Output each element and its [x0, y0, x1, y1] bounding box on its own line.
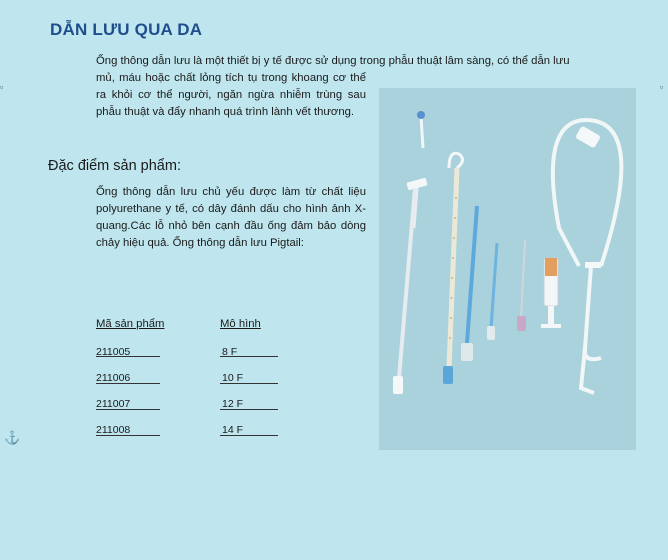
- row-model: 12 F: [222, 398, 244, 410]
- row-code: 211008: [96, 424, 131, 436]
- catheter-with-connector: [393, 111, 428, 394]
- table-header-model: Mô hình: [220, 318, 261, 330]
- row-model: 8 F: [222, 346, 238, 358]
- row-code: 211007: [96, 398, 131, 410]
- dilator-large: [461, 206, 477, 361]
- row-underline: [96, 356, 160, 357]
- row-underline: [220, 383, 278, 384]
- product-description: Ống thông dẫn lưu chủ yếu được làm từ chất liệu polyurethane y tế, có dây đánh dấu cho hình ảnh X-quang.Các lỗ nhỏ bên cạnh đầu ống đảm bảo dòng chảy hiệu quả. Ống thông dẫn lưu Pigtail:: [96, 186, 366, 249]
- margin-marker: ▫: [660, 82, 664, 92]
- row-underline: [220, 409, 278, 410]
- table-header-code: Mã sản phẩm: [96, 318, 165, 330]
- page-title: DẪN LƯU QUA DA: [50, 20, 203, 39]
- puncture-needle: [517, 240, 526, 331]
- row-model: 10 F: [222, 372, 244, 384]
- row-underline: [220, 435, 278, 436]
- drainage-catheter-illustration: [379, 88, 636, 450]
- row-underline: [220, 356, 278, 357]
- dilator-small: [487, 243, 497, 340]
- product-photo: [379, 88, 636, 450]
- row-underline: [96, 409, 160, 410]
- row-code: 211005: [96, 346, 131, 358]
- intro-paragraph: mủ, máu hoặc chất lỏng tích tụ trong khoang cơ thể ra khỏi cơ thể người, ngăn ngừa nhiễm trùng sau phẫu thuật và đẩy nhanh quá trình lành vết thương.: [96, 72, 366, 118]
- pigtail-catheter: [443, 153, 463, 384]
- section-title: Đặc điểm sản phẩm:: [48, 158, 181, 174]
- row-code: 211006: [96, 372, 131, 384]
- row-model: 14 F: [222, 424, 244, 436]
- anchor-icon: ⚓: [4, 430, 21, 445]
- drainage-loop-tube: [553, 120, 622, 393]
- syringe: [541, 258, 561, 328]
- row-underline: [96, 435, 160, 436]
- intro-line-1: Ống thông dẫn lưu là một thiết bị y tế được sử dụng trong phẫu thuật lâm sàng, có thể dẫn lưu: [96, 55, 570, 67]
- row-underline: [96, 383, 160, 384]
- margin-marker: ▫: [0, 82, 4, 92]
